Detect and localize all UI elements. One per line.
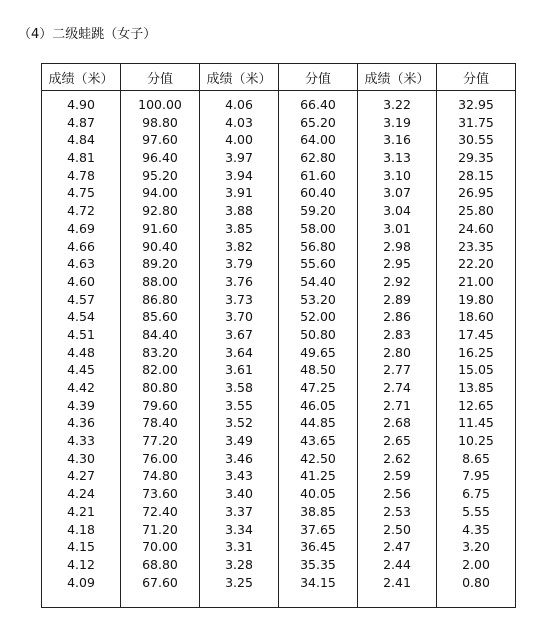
table-cell: 44.85 [300,415,336,431]
table-cell: 3.31 [225,539,253,555]
table-cell: 53.20 [300,291,336,307]
table-cell: 2.47 [383,539,411,555]
table-cell: 41.25 [300,468,336,484]
body-row [42,91,516,608]
table-cell: 2.74 [383,380,411,395]
table-cell: 60.40 [300,185,336,201]
table-cell: 15.05 [458,362,494,378]
table-cell: 4.69 [67,220,95,236]
table-cell: 80.80 [142,380,178,395]
table-cell: 3.46 [225,450,253,466]
header-score-1: 分值 [121,64,200,91]
table-cell: 3.28 [225,556,253,572]
table-cell: 26.95 [458,185,494,201]
table-cell: 58.00 [300,220,336,236]
table-cell: 76.00 [142,450,178,466]
table-cell: 25.80 [458,203,494,219]
table-cell: 16.25 [458,344,494,360]
table-cell: 4.54 [67,309,95,325]
table-cell: 2.00 [462,556,490,572]
table-cell: 56.80 [300,238,336,254]
table-cell: 47.25 [300,380,336,395]
table-cell: 3.64 [225,344,253,360]
table-cell: 17.45 [458,326,494,342]
table-cell: 4.84 [67,132,95,148]
table-cell: 37.65 [300,521,336,537]
table-cell: 4.63 [67,256,95,272]
table-cell: 4.09 [67,574,95,590]
table-cell: 2.80 [383,344,411,360]
table-cell: 100.00 [138,97,182,112]
table-cell: 4.51 [67,326,95,342]
table-cell: 84.40 [142,326,178,342]
table-cell: 3.94 [225,167,253,183]
table-cell: 88.00 [142,273,178,289]
table-cell: 18.60 [458,309,494,325]
table-cell: 98.80 [142,114,178,130]
table-cell: 36.45 [300,539,336,555]
table-cell: 10.25 [458,433,494,449]
table-cell: 11.45 [458,415,494,431]
table-cell: 30.55 [458,132,494,148]
table-cell: 86.80 [142,291,178,307]
table-cell: 4.36 [67,415,95,431]
table-cell: 2.50 [383,521,411,537]
table-cell: 42.50 [300,450,336,466]
table-cell: 59.20 [300,203,336,219]
table-cell: 4.42 [67,380,95,395]
table-cell: 2.98 [383,238,411,254]
table-cell: 71.20 [142,521,178,537]
table-cell: 13.85 [458,380,494,395]
table-cell: 3.61 [225,362,253,378]
table-cell: 40.05 [300,486,336,502]
table-cell: 89.20 [142,256,178,272]
table-cell: 4.35 [462,521,490,537]
table-cell: 2.56 [383,486,411,502]
table-cell: 2.41 [383,574,411,590]
table-cell: 4.60 [67,273,95,289]
table-cell: 65.20 [300,114,336,130]
table-cell: 0.80 [462,574,490,590]
table-cell: 78.40 [142,415,178,431]
table-cell: 43.65 [300,433,336,449]
table-cell: 3.10 [383,167,411,183]
table-cell: 3.70 [225,309,253,325]
table-cell: 3.07 [383,185,411,201]
table-cell: 70.00 [142,539,178,555]
table-cell: 3.04 [383,203,411,219]
table-cell: 67.60 [142,574,178,590]
table-cell: 96.40 [142,150,178,166]
table-cell: 4.33 [67,433,95,449]
table-cell: 22.20 [458,256,494,272]
section-heading: （4）二级蛙跳（女子） [18,27,157,42]
table-cell: 90.40 [142,238,178,254]
table-cell: 2.71 [383,397,411,413]
table-cell: 4.03 [225,114,253,130]
table-cell: 83.20 [142,344,178,360]
table-cell: 2.77 [383,362,411,378]
table-cell: 4.12 [67,556,95,572]
table-cell: 2.44 [383,556,411,572]
table-cell: 4.48 [67,344,95,360]
table-cell: 3.01 [383,220,411,236]
score-table [41,63,516,608]
table-cell: 4.27 [67,468,95,484]
table-cell: 4.78 [67,167,95,183]
table-cell: 5.55 [462,503,490,519]
column-result-1 [42,91,121,608]
table-cell: 38.85 [300,503,336,519]
table-cell: 35.35 [300,556,336,572]
table-cell: 4.15 [67,539,95,555]
table-cell: 64.00 [300,132,336,148]
table-cell: 95.20 [142,167,178,183]
table-cell: 7.95 [462,468,490,484]
table-cell: 4.90 [67,97,95,112]
table-cell: 2.86 [383,309,411,325]
table-cell: 3.55 [225,397,253,413]
table-cell: 2.59 [383,468,411,484]
table-cell: 3.34 [225,521,253,537]
header-score-3: 分值 [437,64,516,91]
table-cell: 23.35 [458,238,494,254]
table-cell: 3.88 [225,203,253,219]
table-cell: 2.53 [383,503,411,519]
table-cell: 8.65 [462,450,490,466]
table-cell: 4.06 [225,97,253,112]
table-cell: 2.68 [383,415,411,431]
table-cell: 2.92 [383,273,411,289]
table-cell: 3.76 [225,273,253,289]
table-cell: 3.73 [225,291,253,307]
column-result-3 [358,91,437,608]
table-cell: 82.00 [142,362,178,378]
table-cell: 4.72 [67,203,95,219]
column-score-3 [437,91,516,608]
table-cell: 32.95 [458,97,494,112]
table-cell: 3.85 [225,220,253,236]
table-cell: 73.60 [142,486,178,502]
table-cell: 61.60 [300,167,336,183]
table-cell: 21.00 [458,273,494,289]
table-cell: 2.65 [383,433,411,449]
table-cell: 68.80 [142,556,178,572]
table-cell: 29.35 [458,150,494,166]
table-cell: 3.16 [383,132,411,148]
table-cell: 3.13 [383,150,411,166]
table-cell: 4.21 [67,503,95,519]
table-cell: 2.89 [383,291,411,307]
table-cell: 3.37 [225,503,253,519]
table-cell: 3.52 [225,415,253,431]
table-cell: 49.65 [300,344,336,360]
column-result-2 [200,91,279,608]
header-result-1: 成绩（米） [42,64,121,91]
table-cell: 3.79 [225,256,253,272]
table-cell: 3.43 [225,468,253,484]
table-cell: 3.19 [383,114,411,130]
table-cell: 54.40 [300,273,336,289]
header-row [42,64,516,91]
column-score-2 [279,91,358,608]
table-cell: 4.81 [67,150,95,166]
table-cell: 2.95 [383,256,411,272]
table-cell: 3.58 [225,380,253,395]
table-cell: 72.40 [142,503,178,519]
table-cell: 24.60 [458,220,494,236]
table-cell: 31.75 [458,114,494,130]
table-cell: 62.80 [300,150,336,166]
table-cell: 2.83 [383,326,411,342]
table-cell: 19.80 [458,291,494,307]
table-cell: 46.05 [300,397,336,413]
table-cell: 92.80 [142,203,178,219]
table-cell: 34.15 [300,574,336,590]
header-score-2: 分值 [279,64,358,91]
table-cell: 4.00 [225,132,253,148]
table-cell: 97.60 [142,132,178,148]
table-cell: 4.39 [67,397,95,413]
table-cell: 4.30 [67,450,95,466]
table-cell: 4.57 [67,291,95,307]
header-result-3: 成绩（米） [358,64,437,91]
table-cell: 4.24 [67,486,95,502]
table-cell: 77.20 [142,433,178,449]
table-cell: 3.82 [225,238,253,254]
table-cell: 28.15 [458,167,494,183]
table-cell: 12.65 [458,397,494,413]
table-cell: 91.60 [142,220,178,236]
table-cell: 74.80 [142,468,178,484]
header-result-2: 成绩（米） [200,64,279,91]
table-cell: 66.40 [300,97,336,112]
table-cell: 3.20 [462,539,490,555]
table-cell: 3.22 [383,97,411,112]
table-cell: 48.50 [300,362,336,378]
table-cell: 3.67 [225,326,253,342]
table-cell: 4.87 [67,114,95,130]
table-cell: 3.97 [225,150,253,166]
table-cell: 4.75 [67,185,95,201]
table-cell: 4.66 [67,238,95,254]
table-cell: 50.80 [300,326,336,342]
table-cell: 4.45 [67,362,95,378]
table-cell: 3.91 [225,185,253,201]
table-cell: 3.25 [225,574,253,590]
table-cell: 3.49 [225,433,253,449]
table-cell: 94.00 [142,185,178,201]
column-score-1 [121,91,200,608]
table-cell: 4.18 [67,521,95,537]
table-cell: 55.60 [300,256,336,272]
table-cell: 52.00 [300,309,336,325]
table-cell: 3.40 [225,486,253,502]
table-cell: 79.60 [142,397,178,413]
table-cell: 2.62 [383,450,411,466]
table-cell: 85.60 [142,309,178,325]
table-cell: 6.75 [462,486,490,502]
